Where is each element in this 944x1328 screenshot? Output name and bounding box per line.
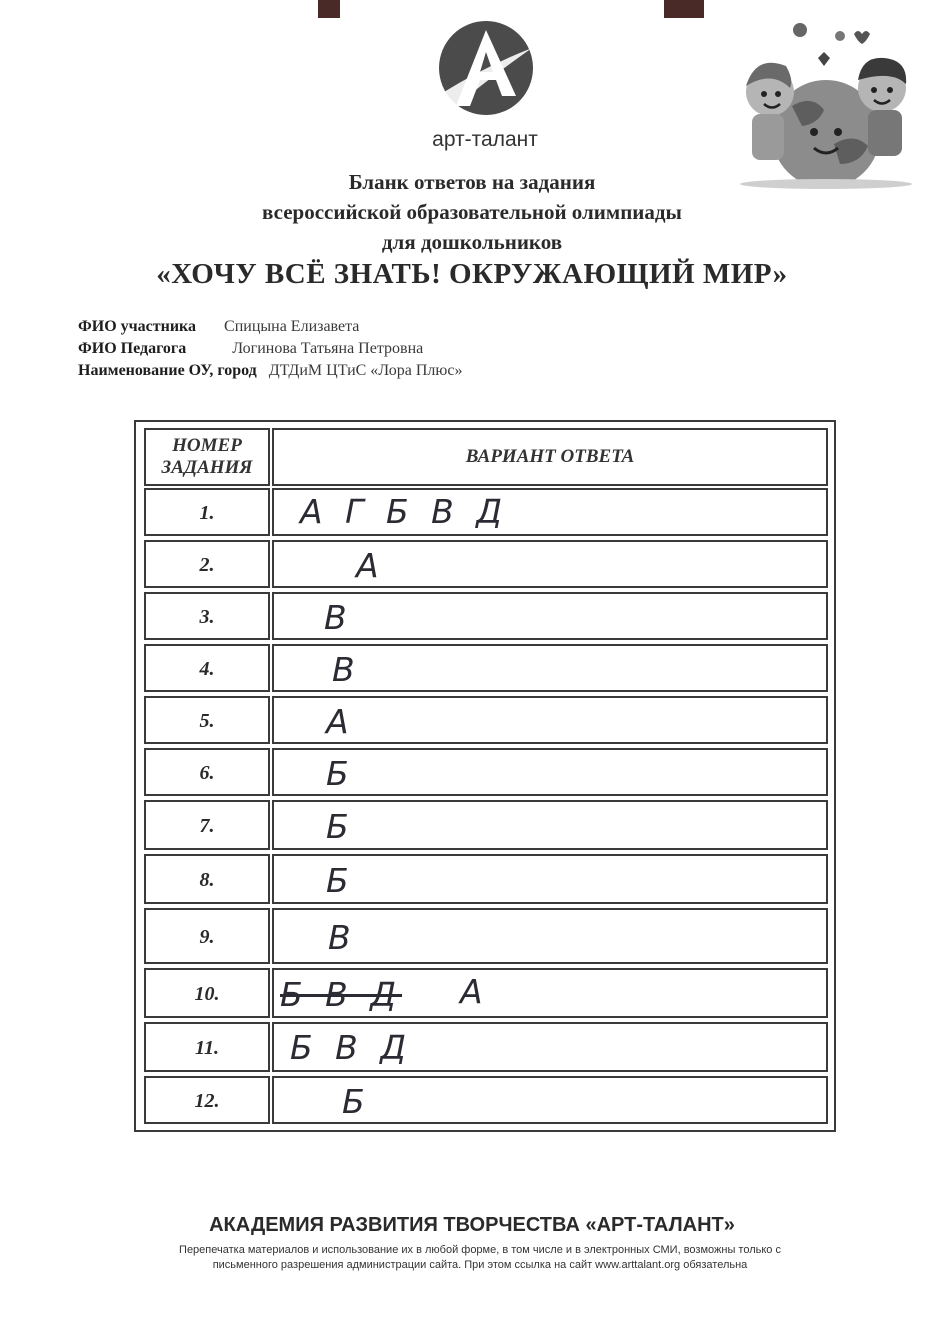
footer-note-line-1: Перепечатка материалов и использование их в любой форме, в том числе и в электронных СМИ, возможны только с bbox=[179, 1244, 781, 1256]
header-line-2: всероссийской образовательной олимпиады bbox=[262, 200, 682, 224]
row-answer-cell bbox=[272, 748, 828, 796]
row-number-cell bbox=[144, 854, 270, 904]
row-number: 9. bbox=[199, 926, 215, 948]
row-answer: Б bbox=[342, 1082, 371, 1121]
teacher-name-label: ФИО Педагога bbox=[78, 340, 187, 357]
row-number-cell bbox=[144, 488, 270, 536]
row-number-cell bbox=[144, 908, 270, 964]
row-number: 5. bbox=[199, 710, 215, 732]
header-answer-label: ВАРИАНТ ОТВЕТА bbox=[465, 446, 635, 467]
row-answer: В bbox=[328, 918, 357, 957]
row-number: 7. bbox=[199, 815, 215, 837]
participant-name-value: Спицына Елизавета bbox=[224, 318, 360, 335]
row-number-cell bbox=[144, 968, 270, 1018]
row-answer: В bbox=[332, 650, 361, 689]
row-number-cell bbox=[144, 1076, 270, 1124]
header-line-1: Бланк ответов на задания bbox=[348, 170, 596, 194]
row-answer: А bbox=[326, 702, 355, 741]
row-answer-cell bbox=[272, 592, 828, 640]
row-answer: В bbox=[324, 598, 353, 637]
answer-table bbox=[134, 420, 836, 1132]
row-answer: Б bbox=[326, 807, 355, 846]
row-number-cell bbox=[144, 748, 270, 796]
row-answer: Б В Д bbox=[290, 1028, 413, 1067]
row-number-cell bbox=[144, 696, 270, 744]
row-number: 11. bbox=[195, 1037, 219, 1059]
header-number-cell bbox=[144, 428, 270, 486]
top-edge-shadow-right bbox=[664, 0, 704, 18]
row-answer-cell bbox=[272, 644, 828, 692]
header-line-3: для дошкольников bbox=[381, 230, 563, 254]
row-answer-cell bbox=[272, 696, 828, 744]
participant-name-label: ФИО участника bbox=[78, 318, 197, 335]
art-talant-logo-icon bbox=[436, 18, 536, 118]
row-answer: А bbox=[356, 546, 385, 585]
row-answer-cell bbox=[272, 540, 828, 588]
row-answer-crossed-out: Б В Д bbox=[280, 975, 403, 1014]
olympiad-title: «ХОЧУ ВСЁ ЗНАТЬ! ОКРУЖАЮЩИЙ МИР» bbox=[156, 258, 788, 290]
row-answer: А bbox=[460, 972, 489, 1011]
row-answer-cell bbox=[272, 908, 828, 964]
row-number-cell bbox=[144, 644, 270, 692]
brand-name: арт-талант bbox=[432, 128, 538, 151]
row-number: 8. bbox=[199, 869, 215, 891]
row-number-cell bbox=[144, 592, 270, 640]
row-number-cell bbox=[144, 800, 270, 850]
footer-note-line-2: письменного разрешения администрации сайта. При этом ссылка на сайт www.arttalant.org обязательна bbox=[212, 1259, 748, 1271]
organization-row bbox=[78, 362, 462, 380]
row-answer-cell bbox=[272, 1022, 828, 1072]
participant-name-row bbox=[78, 318, 359, 336]
header-number-label-line1: НОМЕР bbox=[172, 435, 242, 456]
organization-value: ДТДиМ ЦТиС «Лора Плюс» bbox=[268, 362, 463, 379]
row-number: 6. bbox=[199, 762, 215, 784]
row-answer-cell bbox=[272, 854, 828, 904]
kids-globe-illustration bbox=[722, 14, 922, 190]
row-answer: Б bbox=[326, 861, 355, 900]
row-answer-cell bbox=[272, 800, 828, 850]
header-answer-cell bbox=[272, 428, 828, 486]
row-answer-cell bbox=[272, 1076, 828, 1124]
row-answer-cell bbox=[272, 968, 828, 1018]
row-number: 4. bbox=[199, 658, 215, 680]
row-answer-cell bbox=[272, 488, 828, 536]
row-number: 12. bbox=[194, 1090, 220, 1112]
footer-title: АКАДЕМИЯ РАЗВИТИЯ ТВОРЧЕСТВА «АРТ-ТАЛАНТ» bbox=[209, 1214, 735, 1236]
teacher-name-row bbox=[78, 340, 423, 358]
teacher-name-value: Логинова Татьяна Петровна bbox=[232, 340, 424, 357]
header-number-label-line2: ЗАДАНИЯ bbox=[161, 457, 253, 478]
row-number-cell bbox=[144, 540, 270, 588]
row-number: 3. bbox=[199, 606, 215, 628]
row-number: 10. bbox=[194, 983, 220, 1005]
row-number-cell bbox=[144, 1022, 270, 1072]
row-answer: Б bbox=[326, 754, 355, 793]
row-number: 2. bbox=[199, 554, 215, 576]
organization-label: Наименование ОУ, город bbox=[78, 362, 257, 379]
row-answer: А Г Б В Д bbox=[300, 492, 508, 531]
header-number-label bbox=[146, 435, 268, 479]
top-edge-shadow-left bbox=[318, 0, 340, 18]
row-number: 1. bbox=[199, 502, 215, 524]
